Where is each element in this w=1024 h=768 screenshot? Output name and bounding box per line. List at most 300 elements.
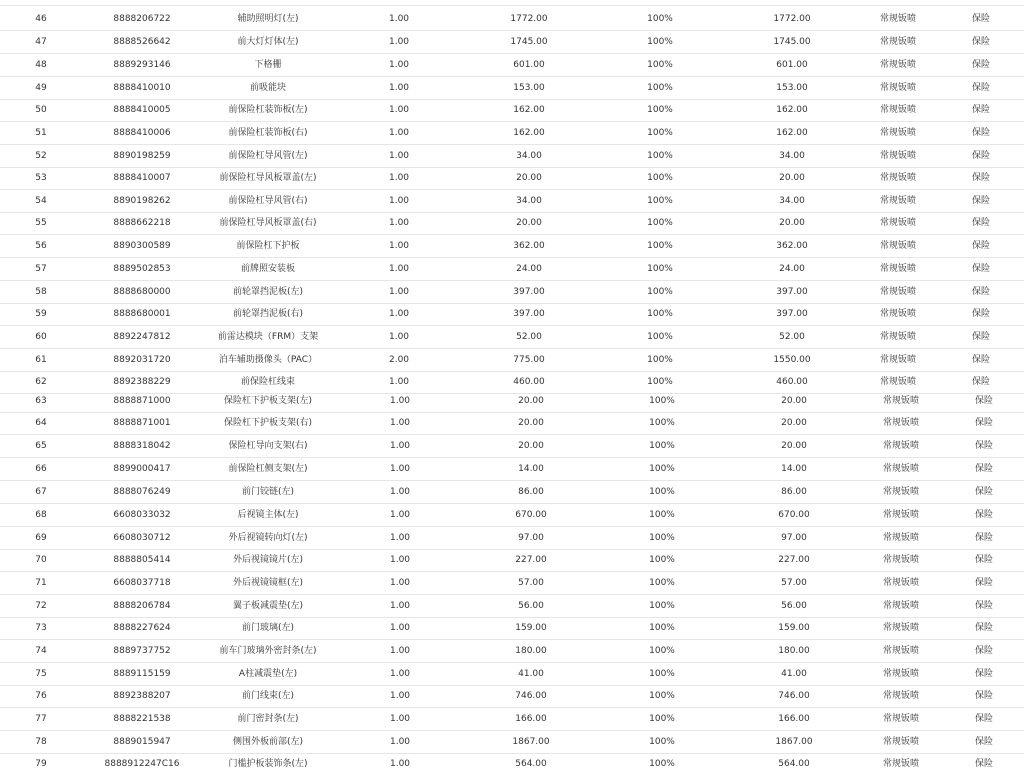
table-row: [0, 685, 1024, 708]
amount-cell: 180.00: [778, 646, 810, 656]
repair-type-cell: 常规钣喷: [882, 737, 920, 747]
row-number-cell: 46: [35, 14, 47, 24]
amount-cell: 34.00: [779, 151, 805, 161]
row-number-cell: 55: [35, 218, 47, 228]
table-row: [0, 303, 1024, 326]
unit-price-cell: 20.00: [516, 173, 542, 183]
unit-price-cell: 775.00: [513, 355, 545, 365]
part-code-cell: 8888410005: [113, 105, 171, 115]
unit-price-cell: 397.00: [513, 287, 545, 297]
part-name-cell: A柱减震垫(左): [238, 669, 298, 679]
unit-price-cell: 1772.00: [510, 14, 548, 24]
part-code-cell: 8890198262: [113, 196, 171, 206]
row-number-cell: 75: [35, 669, 47, 679]
row-number-cell: 59: [35, 309, 47, 319]
table-row: [0, 167, 1024, 190]
part-name-cell: [233, 0, 303, 5]
unit-price-cell: 57.00: [518, 578, 544, 588]
quantity-cell: 1.00: [388, 173, 410, 183]
discount-rate-cell: 100%: [647, 83, 673, 93]
discount-rate-cell: 100%: [647, 14, 673, 24]
row-number-cell: 64: [35, 418, 47, 428]
amount-cell: 227.00: [778, 555, 810, 565]
repair-type-cell: 常规钣喷: [882, 691, 920, 701]
payment-type-cell: 保险: [974, 759, 994, 768]
repair-type-cell: 常规钣喷: [879, 196, 917, 206]
part-name-cell: 保险杠下护板支架(右): [223, 418, 313, 428]
row-number-cell: 53: [35, 173, 47, 183]
part-name-cell: 前轮罩挡泥板(右): [232, 309, 304, 319]
part-code-cell: 6608030712: [113, 533, 171, 543]
repair-type-cell: 常规钣喷: [879, 37, 917, 47]
row-number-cell: 62: [35, 377, 47, 387]
unit-price-cell: 159.00: [515, 623, 547, 633]
amount-cell: 460.00: [776, 377, 808, 387]
amount-cell: 97.00: [781, 533, 807, 543]
quantity-cell: 1.00: [389, 714, 411, 724]
payment-type-cell: 保险: [971, 60, 991, 70]
part-name-cell: 前保险杠导风管(右): [228, 196, 308, 206]
row-number-cell: 70: [35, 555, 47, 565]
table-row: [0, 235, 1024, 258]
part-code-cell: 8888680000: [113, 287, 171, 297]
discount-rate-cell: 100%: [649, 623, 675, 633]
payment-type-cell: 保险: [971, 377, 991, 387]
quantity-cell: 1.00: [389, 601, 411, 611]
discount-rate-cell: 100%: [649, 487, 675, 497]
repair-type-cell: 常规钣喷: [882, 533, 920, 543]
row-number-cell: 58: [35, 287, 47, 297]
discount-rate-cell: 100%: [649, 669, 675, 679]
part-code-cell: 8888871000: [113, 396, 171, 406]
repair-type-cell: [880, 0, 916, 5]
table-row: [0, 595, 1024, 618]
unit-price-cell: 180.00: [515, 646, 547, 656]
part-name-cell: 前牌照安装板: [240, 264, 296, 274]
amount-cell: 162.00: [776, 105, 808, 115]
part-name-cell: 辅助照明灯(左): [237, 14, 299, 24]
discount-rate-cell: 100%: [649, 533, 675, 543]
repair-type-cell: 常规钣喷: [879, 173, 917, 183]
part-code-cell: 8889115159: [113, 669, 171, 679]
repair-type-cell: 常规钣喷: [882, 464, 920, 474]
discount-rate-cell: 100%: [647, 264, 673, 274]
quantity-cell: 1.00: [388, 151, 410, 161]
quantity-cell: 1.00: [388, 241, 410, 251]
table-row: [0, 0, 1024, 6]
repair-type-cell: 常规钣喷: [882, 669, 920, 679]
unit-price-cell: [510, 0, 547, 5]
amount-cell: 20.00: [779, 218, 805, 228]
table-row: [0, 122, 1024, 145]
row-number-cell: 51: [35, 128, 47, 138]
table-row: [0, 435, 1024, 458]
payment-type-cell: 保险: [974, 396, 994, 406]
quantity-cell: 1.00: [388, 128, 410, 138]
part-code-cell: 6608037718: [113, 578, 171, 588]
repair-type-cell: 常规钣喷: [879, 241, 917, 251]
discount-rate-cell: 100%: [649, 759, 675, 768]
amount-cell: 159.00: [778, 623, 810, 633]
table-row: [0, 212, 1024, 235]
unit-price-cell: 86.00: [518, 487, 544, 497]
unit-price-cell: 20.00: [518, 418, 544, 428]
payment-type-cell: 保险: [974, 623, 994, 633]
table-row: [0, 617, 1024, 640]
repair-type-cell: 常规钣喷: [879, 287, 917, 297]
row-number-cell: [35, 0, 46, 5]
payment-type-cell: 保险: [974, 510, 994, 520]
quantity-cell: 1.00: [389, 669, 411, 679]
part-code-cell: 8892388207: [113, 691, 171, 701]
unit-price-cell: 97.00: [518, 533, 544, 543]
discount-rate-cell: 100%: [647, 332, 673, 342]
amount-cell: 86.00: [781, 487, 807, 497]
part-code-cell: 8888318042: [113, 441, 171, 451]
table-row: [0, 54, 1024, 77]
table-row: [0, 663, 1024, 686]
part-code-cell: 8892031720: [113, 355, 171, 365]
discount-rate-cell: 100%: [649, 691, 675, 701]
part-name-cell: 外后视镜镜框(左): [232, 578, 304, 588]
discount-rate-cell: 100%: [647, 309, 673, 319]
part-name-cell: 前保险杠装饰板(右): [228, 128, 308, 138]
discount-rate-cell: 100%: [649, 714, 675, 724]
part-code-cell: 8889502853: [113, 264, 171, 274]
discount-rate-cell: 100%: [647, 196, 673, 206]
repair-type-cell: 常规钣喷: [882, 759, 920, 768]
row-number-cell: 56: [35, 241, 47, 251]
payment-type-cell: 保险: [971, 264, 991, 274]
row-number-cell: 72: [35, 601, 47, 611]
repair-type-cell: 常规钣喷: [879, 355, 917, 365]
table-row: [0, 708, 1024, 731]
amount-cell: [773, 0, 810, 5]
row-number-cell: 61: [35, 355, 47, 365]
discount-rate-cell: [647, 0, 673, 5]
payment-type-cell: 保险: [971, 218, 991, 228]
unit-price-cell: 41.00: [518, 669, 544, 679]
part-code-cell: 8899000417: [113, 464, 171, 474]
payment-type-cell: 保险: [971, 105, 991, 115]
table-row: [0, 281, 1024, 304]
discount-rate-cell: 100%: [647, 377, 673, 387]
amount-cell: 601.00: [776, 60, 808, 70]
repair-type-cell: 常规钣喷: [879, 105, 917, 115]
unit-price-cell: 56.00: [518, 601, 544, 611]
repair-type-cell: 常规钣喷: [879, 151, 917, 161]
table-row: [0, 99, 1024, 122]
payment-type-cell: 保险: [971, 287, 991, 297]
repair-type-cell: 常规钣喷: [882, 487, 920, 497]
unit-price-cell: 162.00: [513, 105, 545, 115]
row-number-cell: 50: [35, 105, 47, 115]
amount-cell: 153.00: [776, 83, 808, 93]
discount-rate-cell: 100%: [647, 173, 673, 183]
part-code-cell: 8888871001: [113, 418, 171, 428]
amount-cell: 41.00: [781, 669, 807, 679]
payment-type-cell: 保险: [971, 241, 991, 251]
part-name-cell: 门槛护板装饰条(左): [228, 759, 308, 768]
payment-type-cell: 保险: [971, 14, 991, 24]
part-code-cell: 8888912247C16: [104, 759, 180, 768]
row-number-cell: 47: [35, 37, 47, 47]
amount-cell: 746.00: [778, 691, 810, 701]
payment-type-cell: 保险: [974, 555, 994, 565]
discount-rate-cell: 100%: [649, 555, 675, 565]
part-code-cell: 8888805414: [113, 555, 171, 565]
discount-rate-cell: 100%: [647, 287, 673, 297]
unit-price-cell: 20.00: [518, 396, 544, 406]
table-row: [0, 549, 1024, 572]
row-number-cell: 77: [35, 714, 47, 724]
repair-type-cell: 常规钣喷: [879, 264, 917, 274]
part-code-cell: 8888410010: [113, 83, 171, 93]
table-row: [0, 258, 1024, 281]
amount-cell: 1867.00: [775, 737, 813, 747]
table-row: [0, 412, 1024, 435]
row-number-cell: 65: [35, 441, 47, 451]
unit-price-cell: 1867.00: [512, 737, 550, 747]
unit-price-cell: 670.00: [515, 510, 547, 520]
unit-price-cell: 34.00: [516, 196, 542, 206]
quantity-cell: [389, 0, 409, 5]
amount-cell: 397.00: [776, 309, 808, 319]
row-number-cell: 60: [35, 332, 47, 342]
table-row: [0, 8, 1024, 31]
part-name-cell: 前保险杠导风板罩盖(右): [219, 218, 317, 228]
part-code-cell: 6608033032: [113, 510, 171, 520]
part-name-cell: 侧围外板前部(左): [232, 737, 304, 747]
table-row: [0, 572, 1024, 595]
unit-price-cell: 460.00: [513, 377, 545, 387]
unit-price-cell: 52.00: [516, 332, 542, 342]
quantity-cell: 1.00: [388, 377, 410, 387]
payment-type-cell: 保险: [974, 691, 994, 701]
amount-cell: 1745.00: [773, 37, 811, 47]
part-name-cell: 前门铰链(左): [241, 487, 295, 497]
discount-rate-cell: 100%: [649, 396, 675, 406]
repair-type-cell: 常规钣喷: [882, 714, 920, 724]
payment-type-cell: 保险: [974, 578, 994, 588]
part-code-cell: 8889015947: [113, 737, 171, 747]
discount-rate-cell: 100%: [647, 105, 673, 115]
quantity-cell: 1.00: [388, 37, 410, 47]
table-row: [0, 390, 1024, 413]
payment-type-cell: 保险: [971, 37, 991, 47]
part-name-cell: 保险杠下护板支架(左): [223, 396, 313, 406]
unit-price-cell: 397.00: [513, 309, 545, 319]
discount-rate-cell: 100%: [649, 441, 675, 451]
part-name-cell: 前保险杠装饰板(左): [228, 105, 308, 115]
unit-price-cell: 1745.00: [510, 37, 548, 47]
quantity-cell: 1.00: [388, 287, 410, 297]
table-row: [0, 77, 1024, 100]
row-number-cell: 76: [35, 691, 47, 701]
payment-type-cell: 保险: [971, 83, 991, 93]
amount-cell: 362.00: [776, 241, 808, 251]
amount-cell: 52.00: [779, 332, 805, 342]
amount-cell: 24.00: [779, 264, 805, 274]
repair-type-cell: 常规钣喷: [879, 83, 917, 93]
payment-type-cell: 保险: [971, 355, 991, 365]
row-number-cell: 79: [35, 759, 47, 768]
repair-type-cell: 常规钣喷: [882, 578, 920, 588]
part-name-cell: 前保险杠导风板罩盖(左): [219, 173, 317, 183]
repair-type-cell: 常规钣喷: [879, 332, 917, 342]
part-code-cell: 8888227624: [113, 623, 171, 633]
repair-type-cell: 常规钣喷: [879, 60, 917, 70]
amount-cell: 20.00: [781, 441, 807, 451]
row-number-cell: 73: [35, 623, 47, 633]
payment-type-cell: [972, 0, 990, 5]
repair-type-cell: 常规钣喷: [882, 510, 920, 520]
discount-rate-cell: 100%: [649, 510, 675, 520]
payment-type-cell: 保险: [974, 533, 994, 543]
part-code-cell: 8888410007: [113, 173, 171, 183]
table-row: [0, 145, 1024, 168]
quantity-cell: 1.00: [389, 578, 411, 588]
payment-type-cell: 保险: [974, 646, 994, 656]
discount-rate-cell: 100%: [649, 601, 675, 611]
payment-type-cell: 保险: [974, 714, 994, 724]
payment-type-cell: 保险: [974, 418, 994, 428]
part-name-cell: 前保险杠下护板: [236, 241, 300, 251]
unit-price-cell: 153.00: [513, 83, 545, 93]
row-number-cell: 54: [35, 196, 47, 206]
discount-rate-cell: 100%: [647, 60, 673, 70]
part-name-cell: 前保险杠侧支架(左): [228, 464, 308, 474]
row-number-cell: 67: [35, 487, 47, 497]
row-number-cell: 66: [35, 464, 47, 474]
repair-type-cell: 常规钣喷: [882, 646, 920, 656]
part-name-cell: 泊车辅助摄像头（PAC）: [218, 355, 318, 365]
part-code-cell: 8892388229: [113, 377, 171, 387]
part-code-cell: 8888410006: [113, 128, 171, 138]
discount-rate-cell: 100%: [647, 37, 673, 47]
repair-type-cell: 常规钣喷: [879, 14, 917, 24]
part-name-cell: 前车门玻璃外密封条(左): [219, 646, 317, 656]
part-name-cell: 翼子板减震垫(左): [232, 601, 304, 611]
quantity-cell: 2.00: [388, 355, 410, 365]
row-number-cell: 48: [35, 60, 47, 70]
repair-type-cell: 常规钣喷: [882, 555, 920, 565]
repair-type-cell: 常规钣喷: [882, 396, 920, 406]
repair-type-cell: 常规钣喷: [882, 623, 920, 633]
quantity-cell: 1.00: [388, 83, 410, 93]
quantity-cell: 1.00: [389, 623, 411, 633]
part-code-cell: 8888206722: [113, 14, 171, 24]
row-number-cell: 68: [35, 510, 47, 520]
quantity-cell: 1.00: [389, 759, 411, 768]
part-code-cell: 8888680001: [113, 309, 171, 319]
unit-price-cell: 24.00: [516, 264, 542, 274]
unit-price-cell: 601.00: [513, 60, 545, 70]
quantity-cell: 1.00: [388, 14, 410, 24]
unit-price-cell: 166.00: [515, 714, 547, 724]
amount-cell: 670.00: [778, 510, 810, 520]
part-code-cell: 8888076249: [113, 487, 171, 497]
quantity-cell: 1.00: [389, 464, 411, 474]
part-name-cell: 外后视镜转向灯(左): [228, 533, 308, 543]
unit-price-cell: 20.00: [518, 441, 544, 451]
quantity-cell: 1.00: [389, 691, 411, 701]
table-row: [0, 481, 1024, 504]
repair-type-cell: 常规钣喷: [882, 601, 920, 611]
table-row: [0, 326, 1024, 349]
table-row: [0, 731, 1024, 754]
quantity-cell: 1.00: [389, 510, 411, 520]
discount-rate-cell: 100%: [649, 737, 675, 747]
part-name-cell: 前轮罩挡泥板(左): [232, 287, 304, 297]
part-name-cell: 前保险杠导风管(左): [228, 151, 308, 161]
part-code-cell: 8890198259: [113, 151, 171, 161]
quantity-cell: 1.00: [388, 218, 410, 228]
row-number-cell: 71: [35, 578, 47, 588]
row-number-cell: 74: [35, 646, 47, 656]
unit-price-cell: 227.00: [515, 555, 547, 565]
table-row: [0, 527, 1024, 550]
quantity-cell: 1.00: [389, 441, 411, 451]
discount-rate-cell: 100%: [649, 464, 675, 474]
payment-type-cell: 保险: [974, 487, 994, 497]
amount-cell: 20.00: [781, 418, 807, 428]
quantity-cell: 1.00: [389, 646, 411, 656]
amount-cell: 1772.00: [773, 14, 811, 24]
part-name-cell: 前吸能块: [249, 83, 287, 93]
part-name-cell: 外后视镜镜片(左): [232, 555, 304, 565]
unit-price-cell: 20.00: [516, 218, 542, 228]
payment-type-cell: 保险: [971, 128, 991, 138]
part-name-cell: 前保险杠线束: [240, 377, 296, 387]
row-number-cell: 78: [35, 737, 47, 747]
repair-type-cell: 常规钣喷: [882, 441, 920, 451]
quantity-cell: 1.00: [388, 196, 410, 206]
part-code-cell: 8888206784: [113, 601, 171, 611]
part-code-cell: 8890300589: [113, 241, 171, 251]
payment-type-cell: 保险: [974, 601, 994, 611]
table-row: [0, 349, 1024, 372]
row-number-cell: 63: [35, 396, 47, 406]
quantity-cell: 1.00: [389, 396, 411, 406]
discount-rate-cell: 100%: [647, 151, 673, 161]
quantity-cell: 1.00: [389, 533, 411, 543]
table-row: [0, 190, 1024, 213]
part-name-cell: 前雷达模块（FRM）支架: [217, 332, 319, 342]
amount-cell: 57.00: [781, 578, 807, 588]
discount-rate-cell: 100%: [647, 218, 673, 228]
amount-cell: 56.00: [781, 601, 807, 611]
table-row: [0, 504, 1024, 527]
unit-price-cell: 162.00: [513, 128, 545, 138]
row-number-cell: 69: [35, 533, 47, 543]
repair-type-cell: 常规钣喷: [879, 377, 917, 387]
amount-cell: 162.00: [776, 128, 808, 138]
table-row: [0, 753, 1024, 768]
discount-rate-cell: 100%: [649, 578, 675, 588]
discount-rate-cell: 100%: [647, 355, 673, 365]
part-name-cell: 前门线束(左): [241, 691, 295, 701]
amount-cell: 20.00: [781, 396, 807, 406]
payment-type-cell: 保险: [974, 441, 994, 451]
amount-cell: 397.00: [776, 287, 808, 297]
amount-cell: 166.00: [778, 714, 810, 724]
part-code-cell: 8892247812: [113, 332, 171, 342]
discount-rate-cell: 100%: [647, 128, 673, 138]
unit-price-cell: 362.00: [513, 241, 545, 251]
quantity-cell: 1.00: [388, 332, 410, 342]
part-code-cell: [115, 0, 170, 5]
